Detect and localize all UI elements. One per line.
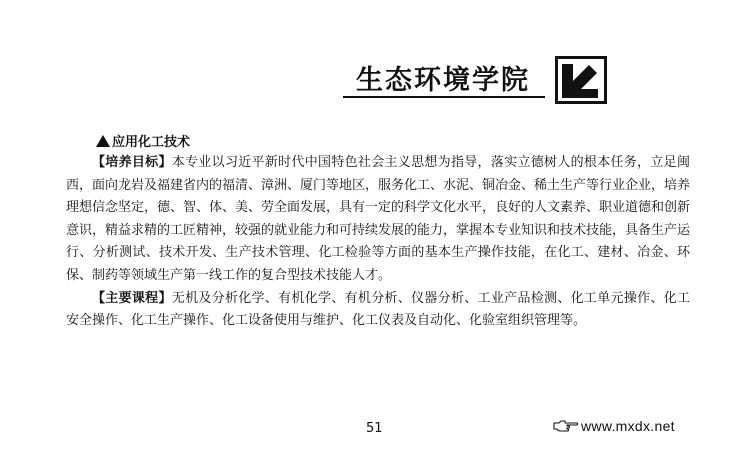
body-text xyxy=(66,152,690,333)
triangle-icon xyxy=(96,135,110,147)
college-title: 生态环境学院 xyxy=(356,65,530,96)
page-number: 51 xyxy=(366,421,383,436)
website-link[interactable] xyxy=(553,418,675,434)
section-heading-text: 应用化工技术 xyxy=(112,135,191,150)
section-heading xyxy=(96,131,190,150)
courses-label: 【主要课程】 xyxy=(92,290,172,306)
objective-paragraph xyxy=(66,152,690,288)
header-rule xyxy=(343,96,545,98)
objective-label: 【培养目标】 xyxy=(92,155,172,170)
courses-text: 无机及分析化学、有机化学、有机分析、仪器分析、工业产品检测、化工单元操作、化工安全操作、化工生产操作、化工设备使用与维护、化工仪表及自动化、化验室组织管理等。 xyxy=(66,290,690,329)
courses-paragraph xyxy=(66,288,690,333)
page-header xyxy=(0,56,756,106)
website-url[interactable]: www.mxdx.net xyxy=(581,418,675,434)
objective-text: 本专业以习近平新时代中国特色社会主义思想为指导，落实立德树人的根本任务，立足闽西，面向龙岩及福建省内的福清、漳洲、厦门等地区，服务化工、水泥、铜冶金、稀土生产等行业企业，培养理想信念坚定，德、智、体、美、劳全面发展，具有一定的科学文化水平，良好的人文素养、职业道德和创新意识，精益求精的工匠精神，较强的就业能力和可持续发展的能力，掌握本专业知识和技术技能，具备生产运行、分析测试、技术开发、生产技术管理、化工检验等方面的基本生产操作技能，在化工、建材、冶金、环保、制药等领域生产第一线工作的复合型技术技能人才。 xyxy=(66,155,691,283)
pointing-hand-icon xyxy=(553,419,579,433)
corner-arrow-logo-icon xyxy=(555,56,607,104)
